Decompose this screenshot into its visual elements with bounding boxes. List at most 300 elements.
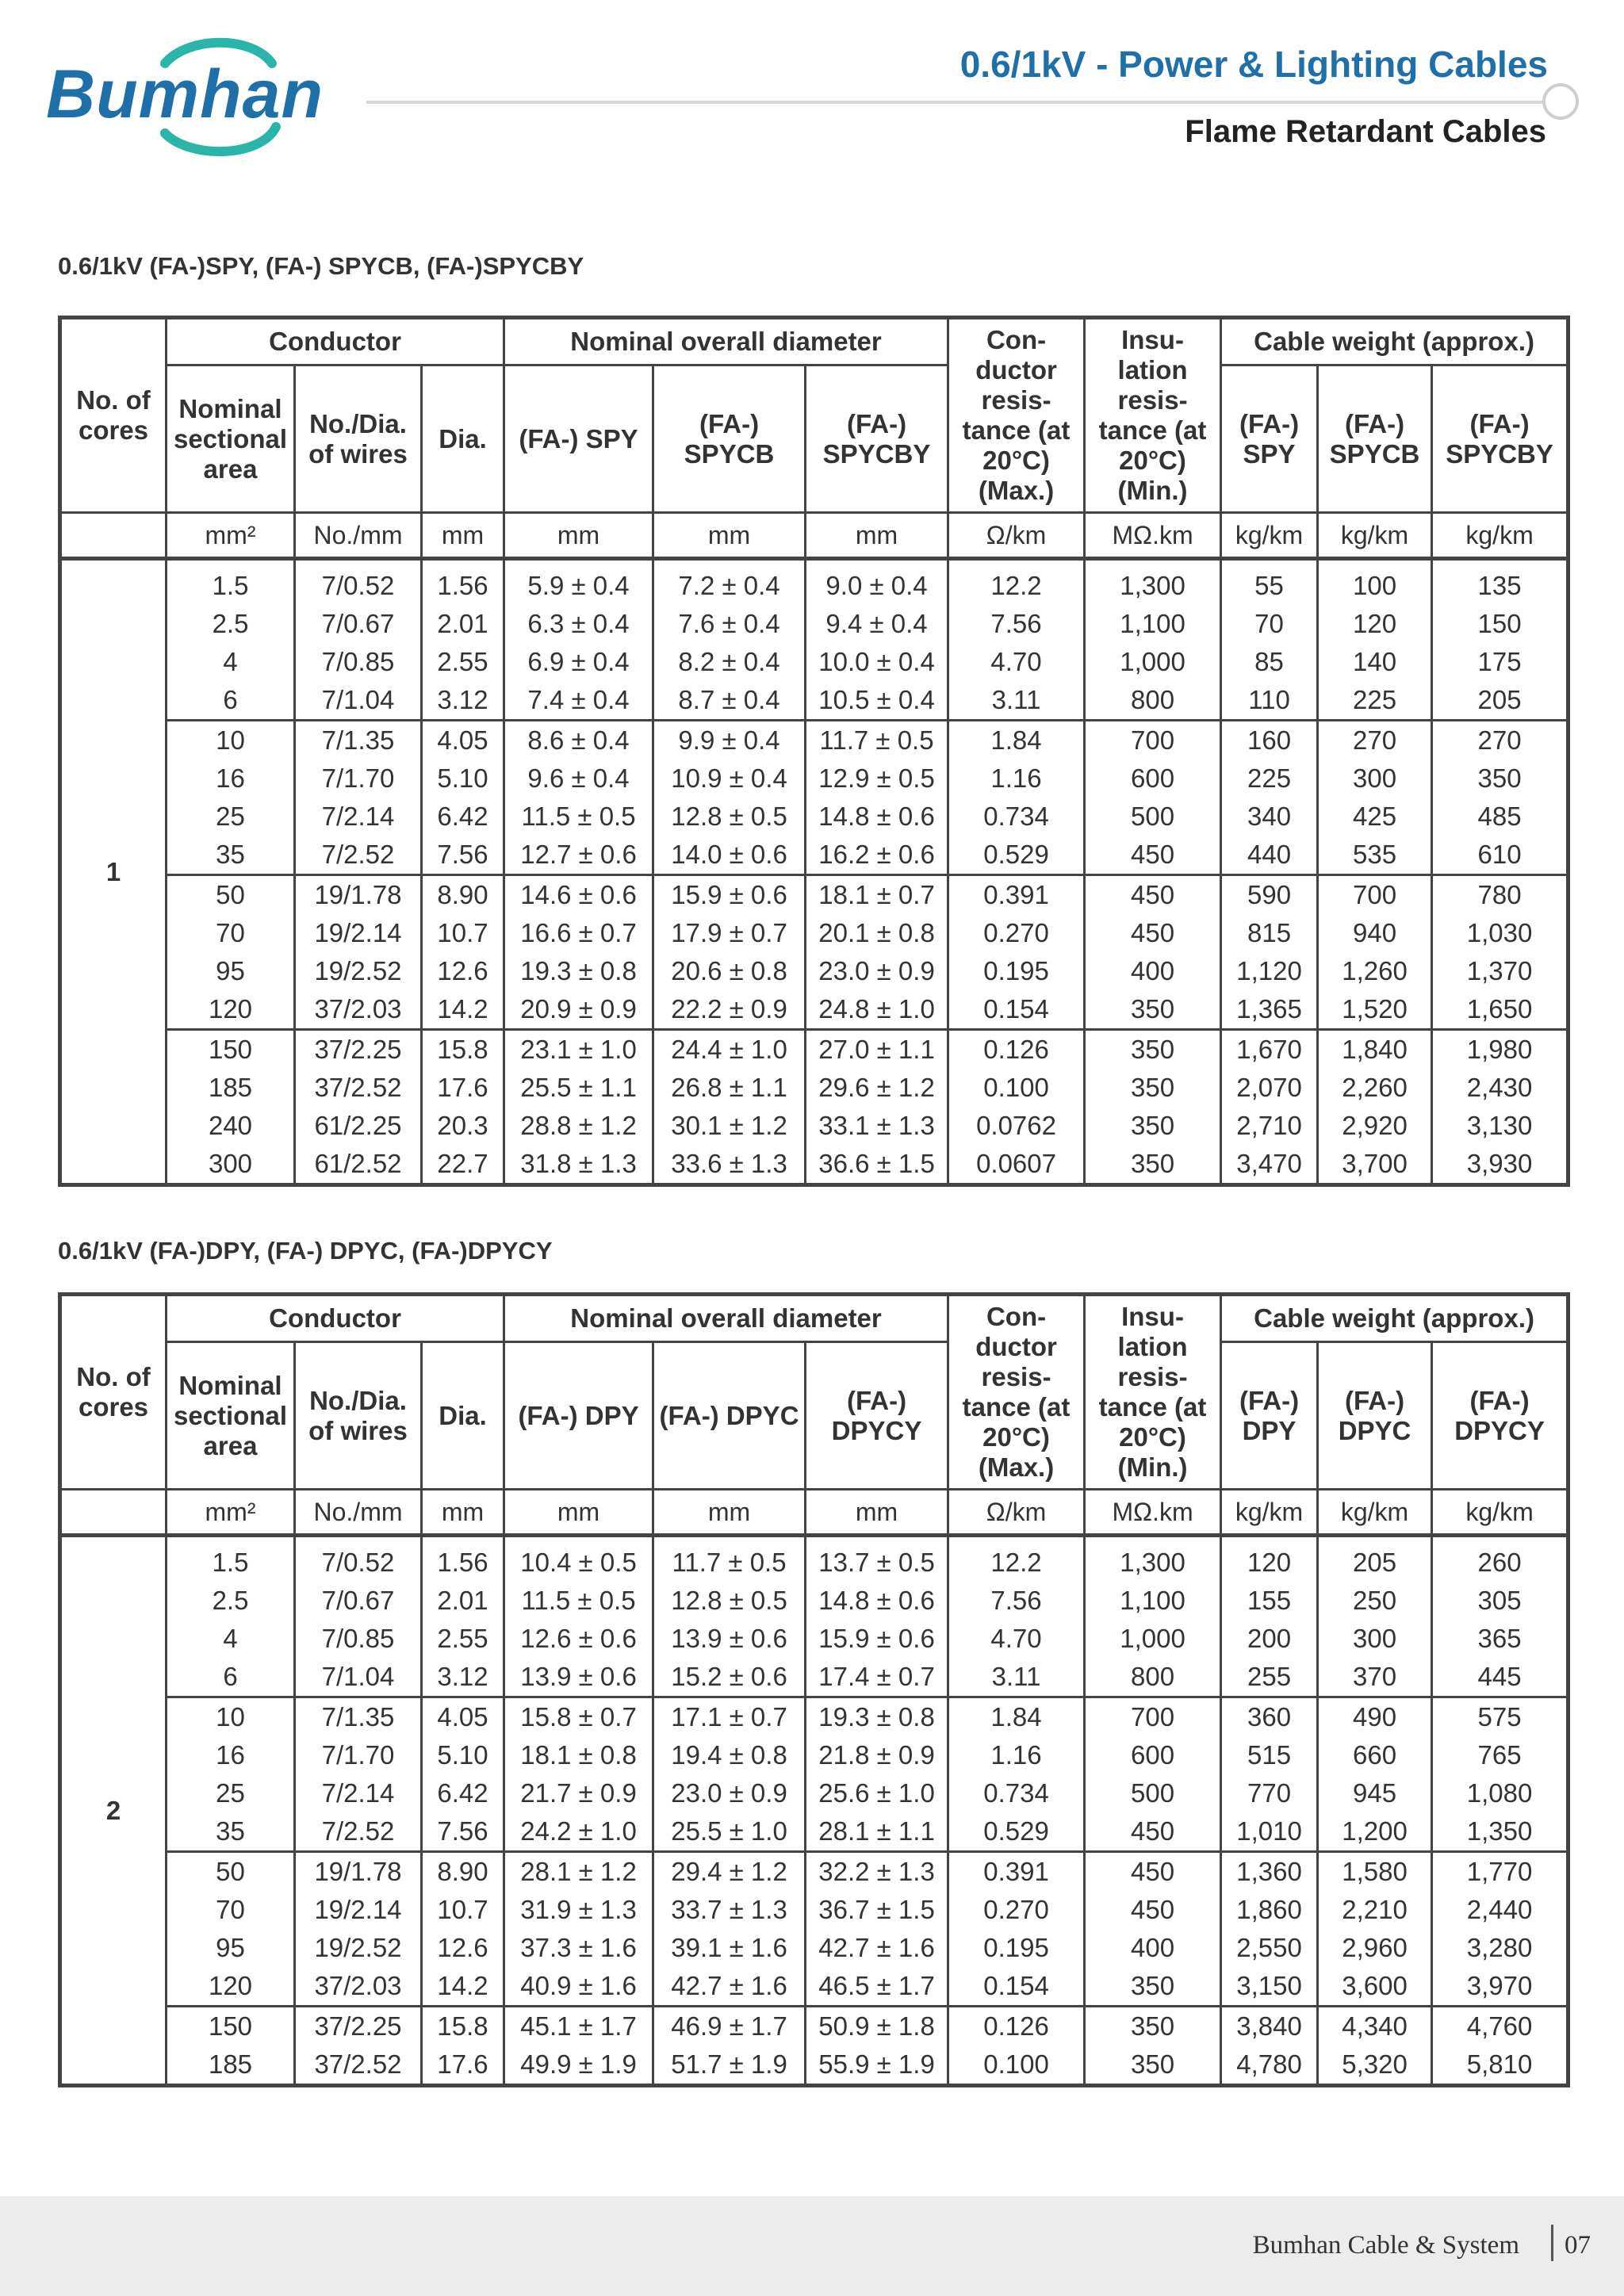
table-cell: 13.7 ± 0.5	[806, 1536, 948, 1582]
table-cell: 15.8	[422, 2007, 504, 2046]
table-cell: 2,920	[1318, 1107, 1432, 1145]
table-cell: 7.6 ± 0.4	[653, 605, 806, 643]
table-cell: 14.2	[422, 1967, 504, 2007]
table-cell: 7/2.14	[295, 798, 422, 836]
unit-cell: mm²	[167, 513, 295, 559]
unit-cell: kg/km	[1432, 1490, 1568, 1536]
table-cell: 7/2.14	[295, 1774, 422, 1812]
table-cell: 4.05	[422, 1697, 504, 1737]
table-cell: 37/2.52	[295, 2045, 422, 2086]
table-cell: 19.4 ± 0.8	[653, 1736, 806, 1774]
table-cell: 440	[1221, 836, 1318, 875]
table-cell: 50	[167, 1852, 295, 1892]
table-cell: 140	[1318, 643, 1432, 681]
table-cell: 23.1 ± 1.0	[504, 1030, 653, 1070]
table-cell: 3.11	[948, 681, 1085, 721]
table-cell: 1.16	[948, 760, 1085, 798]
table-cell: 50.9 ± 1.8	[806, 2007, 948, 2046]
table-cell: 6.9 ± 0.4	[504, 643, 653, 681]
table-cell: 590	[1221, 875, 1318, 915]
table-cell: 1,360	[1221, 1852, 1318, 1892]
table-cell: 445	[1432, 1658, 1568, 1697]
table-cell: 1,010	[1221, 1812, 1318, 1852]
table-cell: 31.9 ± 1.3	[504, 1891, 653, 1929]
table-cell: 0.391	[948, 1852, 1085, 1892]
table-cell: 19/2.14	[295, 914, 422, 952]
table-cell: 135	[1432, 559, 1568, 606]
table-cell: 305	[1432, 1582, 1568, 1620]
table-cell: 1.16	[948, 1736, 1085, 1774]
table-cell: 28.1 ± 1.2	[504, 1852, 653, 1892]
unit-cell: mm	[422, 1490, 504, 1536]
unit-cell: MΩ.km	[1085, 1490, 1221, 1536]
table-cell: 2.55	[422, 643, 504, 681]
table-cell: 7/0.67	[295, 605, 422, 643]
table-cell: 7/2.52	[295, 1812, 422, 1852]
table-row	[60, 760, 1568, 798]
table-row	[60, 1929, 1568, 1967]
logo-text: Bumhan	[46, 56, 324, 132]
table-cell: 29.4 ± 1.2	[653, 1852, 806, 1892]
table-row	[60, 1107, 1568, 1145]
table-cell: 0.391	[948, 875, 1085, 915]
table-cell: 29.6 ± 1.2	[806, 1069, 948, 1107]
table-cell: 2,550	[1221, 1929, 1318, 1967]
table-cell: 30.1 ± 1.2	[653, 1107, 806, 1145]
table-cell: 15.8	[422, 1030, 504, 1070]
table-cell: 120	[167, 1967, 295, 2007]
table-cell: 32.2 ± 1.3	[806, 1852, 948, 1892]
cores-count: 2	[60, 1536, 167, 2086]
table-cell: 26.8 ± 1.1	[653, 1069, 806, 1107]
table-cell: 70	[167, 914, 295, 952]
table-cell: 45.1 ± 1.7	[504, 2007, 653, 2046]
table-cell: 350	[1432, 760, 1568, 798]
table-cell: 3.11	[948, 1658, 1085, 1697]
table-cell: 19/1.78	[295, 875, 422, 915]
table-cell: 25.5 ± 1.1	[504, 1069, 653, 1107]
unit-cell: MΩ.km	[1085, 513, 1221, 559]
table-cell: 4.05	[422, 721, 504, 760]
table-cell: 10.7	[422, 914, 504, 952]
table-cell: 1,980	[1432, 1030, 1568, 1070]
table-cell: 15.8 ± 0.7	[504, 1697, 653, 1737]
table-cell: 51.7 ± 1.9	[653, 2045, 806, 2086]
table-cell: 12.6	[422, 952, 504, 990]
table-cell: 17.6	[422, 2045, 504, 2086]
table-cell: 21.7 ± 0.9	[504, 1774, 653, 1812]
table-row	[60, 681, 1568, 721]
table-cell: 2.01	[422, 605, 504, 643]
table-cell: 95	[167, 952, 295, 990]
table-cell: 10.0 ± 0.4	[806, 643, 948, 681]
table-cell: 3,130	[1432, 1107, 1568, 1145]
table-cell: 765	[1432, 1736, 1568, 1774]
header-circle-icon	[1542, 83, 1579, 120]
table-cell: 7/1.70	[295, 760, 422, 798]
table-cell: 6	[167, 1658, 295, 1697]
table-cell: 1,365	[1221, 990, 1318, 1030]
table-cell: 61/2.25	[295, 1107, 422, 1145]
header-dia: Dia.	[422, 1342, 504, 1490]
table-cell: 46.9 ± 1.7	[653, 2007, 806, 2046]
table-cell: 815	[1221, 914, 1318, 952]
table-cell: 23.0 ± 0.9	[806, 952, 948, 990]
table-cell: 425	[1318, 798, 1432, 836]
table-cell: 18.1 ± 0.7	[806, 875, 948, 915]
table-cell: 42.7 ± 1.6	[653, 1967, 806, 2007]
table-cell: 19.3 ± 0.8	[806, 1697, 948, 1737]
header-overall-diameter: Nominal overall diameter	[504, 1295, 948, 1342]
table-cell: 0.195	[948, 1929, 1085, 1967]
table-cell: 14.2	[422, 990, 504, 1030]
table-cell: 55.9 ± 1.9	[806, 2045, 948, 2086]
header-dia: Dia.	[422, 365, 504, 513]
table-cell: 17.9 ± 0.7	[653, 914, 806, 952]
table-cell: 360	[1221, 1697, 1318, 1737]
table-cell: 1.84	[948, 721, 1085, 760]
table-cell: 16.6 ± 0.7	[504, 914, 653, 952]
table-row	[60, 1582, 1568, 1620]
table-cell: 15.9 ± 0.6	[653, 875, 806, 915]
table-cell: 2,070	[1221, 1069, 1318, 1107]
table-cell: 450	[1085, 1891, 1221, 1929]
table-cell: 10	[167, 1697, 295, 1737]
table-cell: 450	[1085, 914, 1221, 952]
header-nominal-area: Nominal sectional area	[167, 365, 295, 513]
table-cell: 3,930	[1432, 1145, 1568, 1185]
table-cell: 0.100	[948, 1069, 1085, 1107]
table-cell: 14.0 ± 0.6	[653, 836, 806, 875]
table-cell: 33.1 ± 1.3	[806, 1107, 948, 1145]
table-cell: 37/2.03	[295, 1967, 422, 2007]
table-cell: 575	[1432, 1697, 1568, 1737]
table-row	[60, 643, 1568, 681]
table-cell: 8.7 ± 0.4	[653, 681, 806, 721]
table-cell: 450	[1085, 1852, 1221, 1892]
table-cell: 4	[167, 643, 295, 681]
table-cell: 400	[1085, 952, 1221, 990]
table-cell: 0.195	[948, 952, 1085, 990]
table-cell: 350	[1085, 1030, 1221, 1070]
table-cell: 50	[167, 875, 295, 915]
unit-cell: No./mm	[295, 1490, 422, 1536]
table-cell: 27.0 ± 1.1	[806, 1030, 948, 1070]
table-cell: 365	[1432, 1620, 1568, 1658]
table-cell: 1,350	[1432, 1812, 1568, 1852]
table-cell: 7/0.85	[295, 643, 422, 681]
table-cell: 610	[1432, 836, 1568, 875]
table-cell: 2,260	[1318, 1069, 1432, 1107]
table-cell: 10	[167, 721, 295, 760]
unit-blank	[60, 1490, 167, 1536]
table-cell: 255	[1221, 1658, 1318, 1697]
table-cell: 1,000	[1085, 1620, 1221, 1658]
table-cell: 8.90	[422, 1852, 504, 1892]
table-cell: 23.0 ± 0.9	[653, 1774, 806, 1812]
unit-cell: kg/km	[1221, 513, 1318, 559]
table-cell: 3,700	[1318, 1145, 1432, 1185]
header-weight-type-3: (FA-) SPYCBY	[1432, 365, 1568, 513]
header-insulation-resistance: Insu- lation resis- tance (at 20°C) (Min.)	[1085, 318, 1221, 513]
table-cell: 6	[167, 681, 295, 721]
table-cell: 3.12	[422, 1658, 504, 1697]
table-cell: 2.5	[167, 605, 295, 643]
table-cell: 16	[167, 1736, 295, 1774]
unit-cell: kg/km	[1318, 1490, 1432, 1536]
table-cell: 1,670	[1221, 1030, 1318, 1070]
table-cell: 0.0762	[948, 1107, 1085, 1145]
table-cell: 100	[1318, 559, 1432, 606]
table-cell: 350	[1085, 2007, 1221, 2046]
table-cell: 7.56	[948, 605, 1085, 643]
table-cell: 21.8 ± 0.9	[806, 1736, 948, 1774]
table-row	[60, 1967, 1568, 2007]
table-cell: 700	[1085, 721, 1221, 760]
table-cell: 15.9 ± 0.6	[806, 1620, 948, 1658]
table-cell: 20.6 ± 0.8	[653, 952, 806, 990]
table-cell: 24.8 ± 1.0	[806, 990, 948, 1030]
table-cell: 70	[1221, 605, 1318, 643]
table-2-body	[60, 1536, 1568, 2086]
table-cell: 205	[1318, 1536, 1432, 1582]
table-cell: 37/2.25	[295, 1030, 422, 1070]
table-cell: 36.6 ± 1.5	[806, 1145, 948, 1185]
table-cell: 12.2	[948, 1536, 1085, 1582]
table-cell: 0.270	[948, 1891, 1085, 1929]
table-cell: 6.42	[422, 1774, 504, 1812]
table-cell: 945	[1318, 1774, 1432, 1812]
spec-table-1	[58, 316, 1570, 1187]
table-cell: 85	[1221, 643, 1318, 681]
table-cell: 35	[167, 836, 295, 875]
table-cell: 770	[1221, 1774, 1318, 1812]
header-type-2: (FA-) SPYCB	[653, 365, 806, 513]
table-cell: 46.5 ± 1.7	[806, 1967, 948, 2007]
table-cell: 225	[1221, 760, 1318, 798]
table-cell: 36.7 ± 1.5	[806, 1891, 948, 1929]
table-cell: 205	[1432, 681, 1568, 721]
table-cell: 350	[1085, 1069, 1221, 1107]
table-cell: 49.9 ± 1.9	[504, 2045, 653, 2086]
unit-cell: mm	[806, 513, 948, 559]
table-cell: 300	[1318, 760, 1432, 798]
table-cell: 1,030	[1432, 914, 1568, 952]
table-cell: 11.7 ± 0.5	[806, 721, 948, 760]
header-conductor-resistance: Con- ductor resis- tance (at 20°C) (Max.)	[948, 318, 1085, 513]
table-cell: 25.6 ± 1.0	[806, 1774, 948, 1812]
table-cell: 1,520	[1318, 990, 1432, 1030]
table-cell: 260	[1432, 1536, 1568, 1582]
header-conductor-resistance: Con- ductor resis- tance (at 20°C) (Max.)	[948, 1295, 1085, 1490]
table-cell: 500	[1085, 798, 1221, 836]
table-cell: 39.1 ± 1.6	[653, 1929, 806, 1967]
footer-company: Bumhan Cable & System	[1252, 2231, 1519, 2260]
table-row	[60, 798, 1568, 836]
spec-table-2	[58, 1292, 1570, 2087]
table-cell: 3,600	[1318, 1967, 1432, 2007]
table-cell: 10.4 ± 0.5	[504, 1536, 653, 1582]
table-cell: 160	[1221, 721, 1318, 760]
table-cell: 33.6 ± 1.3	[653, 1145, 806, 1185]
unit-blank	[60, 513, 167, 559]
table-cell: 7.56	[422, 836, 504, 875]
table-row	[60, 2045, 1568, 2086]
header-weight-type-2: (FA-) SPYCB	[1318, 365, 1432, 513]
table-cell: 2,430	[1432, 1069, 1568, 1107]
table-cell: 20.3	[422, 1107, 504, 1145]
table-cell: 14.6 ± 0.6	[504, 875, 653, 915]
unit-cell: kg/km	[1432, 513, 1568, 559]
table-cell: 7/1.70	[295, 1736, 422, 1774]
table-cell: 13.9 ± 0.6	[504, 1658, 653, 1697]
table-cell: 0.126	[948, 2007, 1085, 2046]
table-cell: 120	[1221, 1536, 1318, 1582]
table-cell: 0.734	[948, 1774, 1085, 1812]
table-cell: 350	[1085, 2045, 1221, 2086]
table-row	[60, 952, 1568, 990]
table-row	[60, 1774, 1568, 1812]
header-no-dia-wires: No./Dia. of wires	[295, 365, 422, 513]
table-cell: 0.529	[948, 836, 1085, 875]
table-cell: 450	[1085, 836, 1221, 875]
unit-cell: mm	[504, 513, 653, 559]
table-cell: 250	[1318, 1582, 1432, 1620]
header-weight-type-1: (FA-) SPY	[1221, 365, 1318, 513]
table-row	[60, 990, 1568, 1030]
table-cell: 4.70	[948, 1620, 1085, 1658]
table-cell: 1,000	[1085, 643, 1221, 681]
table-cell: 1,300	[1085, 1536, 1221, 1582]
table-cell: 6.3 ± 0.4	[504, 605, 653, 643]
unit-cell: kg/km	[1318, 513, 1432, 559]
table-cell: 350	[1085, 1107, 1221, 1145]
table-cell: 1,120	[1221, 952, 1318, 990]
table-cell: 12.8 ± 0.5	[653, 1582, 806, 1620]
table-cell: 7/0.52	[295, 1536, 422, 1582]
table-cell: 300	[1318, 1620, 1432, 1658]
table-cell: 700	[1318, 875, 1432, 915]
unit-cell: Ω/km	[948, 1490, 1085, 1536]
unit-cell: mm	[653, 513, 806, 559]
page-subtitle: Flame Retardant Cables	[1185, 114, 1546, 149]
table-cell: 150	[167, 1030, 295, 1070]
table-cell: 19/2.52	[295, 1929, 422, 1967]
table-cell: 4,340	[1318, 2007, 1432, 2046]
table-cell: 450	[1085, 1812, 1221, 1852]
table-cell: 9.6 ± 0.4	[504, 760, 653, 798]
table-cell: 1,100	[1085, 1582, 1221, 1620]
table-cell: 25	[167, 798, 295, 836]
table-cell: 7/0.85	[295, 1620, 422, 1658]
table-cell: 150	[1432, 605, 1568, 643]
table-cell: 25.5 ± 1.0	[653, 1812, 806, 1852]
table-cell: 10.7	[422, 1891, 504, 1929]
table-cell: 1,580	[1318, 1852, 1432, 1892]
table-cell: 780	[1432, 875, 1568, 915]
table-row	[60, 1891, 1568, 1929]
table-cell: 16.2 ± 0.6	[806, 836, 948, 875]
table-cell: 350	[1085, 1145, 1221, 1185]
unit-cell: kg/km	[1221, 1490, 1318, 1536]
table-cell: 270	[1432, 721, 1568, 760]
table-1-title: 0.6/1kV (FA-)SPY, (FA-) SPYCB, (FA-)SPYCBY	[58, 252, 584, 280]
table-cell: 1.84	[948, 1697, 1085, 1737]
table-cell: 940	[1318, 914, 1432, 952]
table-cell: 300	[167, 1145, 295, 1185]
table-cell: 660	[1318, 1736, 1432, 1774]
table-cell: 40.9 ± 1.6	[504, 1967, 653, 2007]
unit-cell: mm	[422, 513, 504, 559]
table-cell: 1,260	[1318, 952, 1432, 990]
header-type-2: (FA-) DPYC	[653, 1342, 806, 1490]
table-cell: 1,840	[1318, 1030, 1432, 1070]
table-cell: 7.2 ± 0.4	[653, 559, 806, 606]
table-cell: 9.0 ± 0.4	[806, 559, 948, 606]
table-cell: 1.5	[167, 559, 295, 606]
table-cell: 1,770	[1432, 1852, 1568, 1892]
unit-cell: mm	[504, 1490, 653, 1536]
header-cable-weight: Cable weight (approx.)	[1221, 318, 1568, 365]
table-cell: 4	[167, 1620, 295, 1658]
table-cell: 8.6 ± 0.4	[504, 721, 653, 760]
table-cell: 350	[1085, 1967, 1221, 2007]
page-title: 0.6/1kV - Power & Lighting Cables	[959, 44, 1548, 85]
table-cell: 42.7 ± 1.6	[806, 1929, 948, 1967]
table-cell: 485	[1432, 798, 1568, 836]
table-cell: 70	[167, 1891, 295, 1929]
page-number: 07	[1565, 2231, 1591, 2260]
table-cell: 31.8 ± 1.3	[504, 1145, 653, 1185]
table-cell: 800	[1085, 681, 1221, 721]
header-insulation-resistance: Insu- lation resis- tance (at 20°C) (Min.)	[1085, 1295, 1221, 1490]
table-cell: 400	[1085, 1929, 1221, 1967]
table-cell: 12.6	[422, 1929, 504, 1967]
header-nominal-area: Nominal sectional area	[167, 1342, 295, 1490]
table-cell: 700	[1085, 1697, 1221, 1737]
table-cell: 12.2	[948, 559, 1085, 606]
table-row	[60, 1736, 1568, 1774]
table-cell: 1,080	[1432, 1774, 1568, 1812]
table-cell: 240	[167, 1107, 295, 1145]
table-row	[60, 605, 1568, 643]
table-cell: 600	[1085, 1736, 1221, 1774]
table-cell: 3,970	[1432, 1967, 1568, 2007]
table-cell: 19.3 ± 0.8	[504, 952, 653, 990]
unit-cell: mm²	[167, 1490, 295, 1536]
unit-cell: Ω/km	[948, 513, 1085, 559]
table-cell: 5.9 ± 0.4	[504, 559, 653, 606]
table-cell: 25	[167, 1774, 295, 1812]
table-cell: 7/0.52	[295, 559, 422, 606]
table-cell: 55	[1221, 559, 1318, 606]
table-cell: 20.9 ± 0.9	[504, 990, 653, 1030]
table-cell: 35	[167, 1812, 295, 1852]
table-cell: 11.7 ± 0.5	[653, 1536, 806, 1582]
table-cell: 13.9 ± 0.6	[653, 1620, 806, 1658]
table-cell: 11.5 ± 0.5	[504, 1582, 653, 1620]
table-cell: 2.5	[167, 1582, 295, 1620]
table-cell: 4.70	[948, 643, 1085, 681]
header-type-3: (FA-) DPYCY	[806, 1342, 948, 1490]
table-cell: 12.7 ± 0.6	[504, 836, 653, 875]
table-cell: 33.7 ± 1.3	[653, 1891, 806, 1929]
header-type-1: (FA-) SPY	[504, 365, 653, 513]
table-row	[60, 1069, 1568, 1107]
table-cell: 61/2.52	[295, 1145, 422, 1185]
table-cell: 7/1.35	[295, 721, 422, 760]
table-cell: 8.90	[422, 875, 504, 915]
